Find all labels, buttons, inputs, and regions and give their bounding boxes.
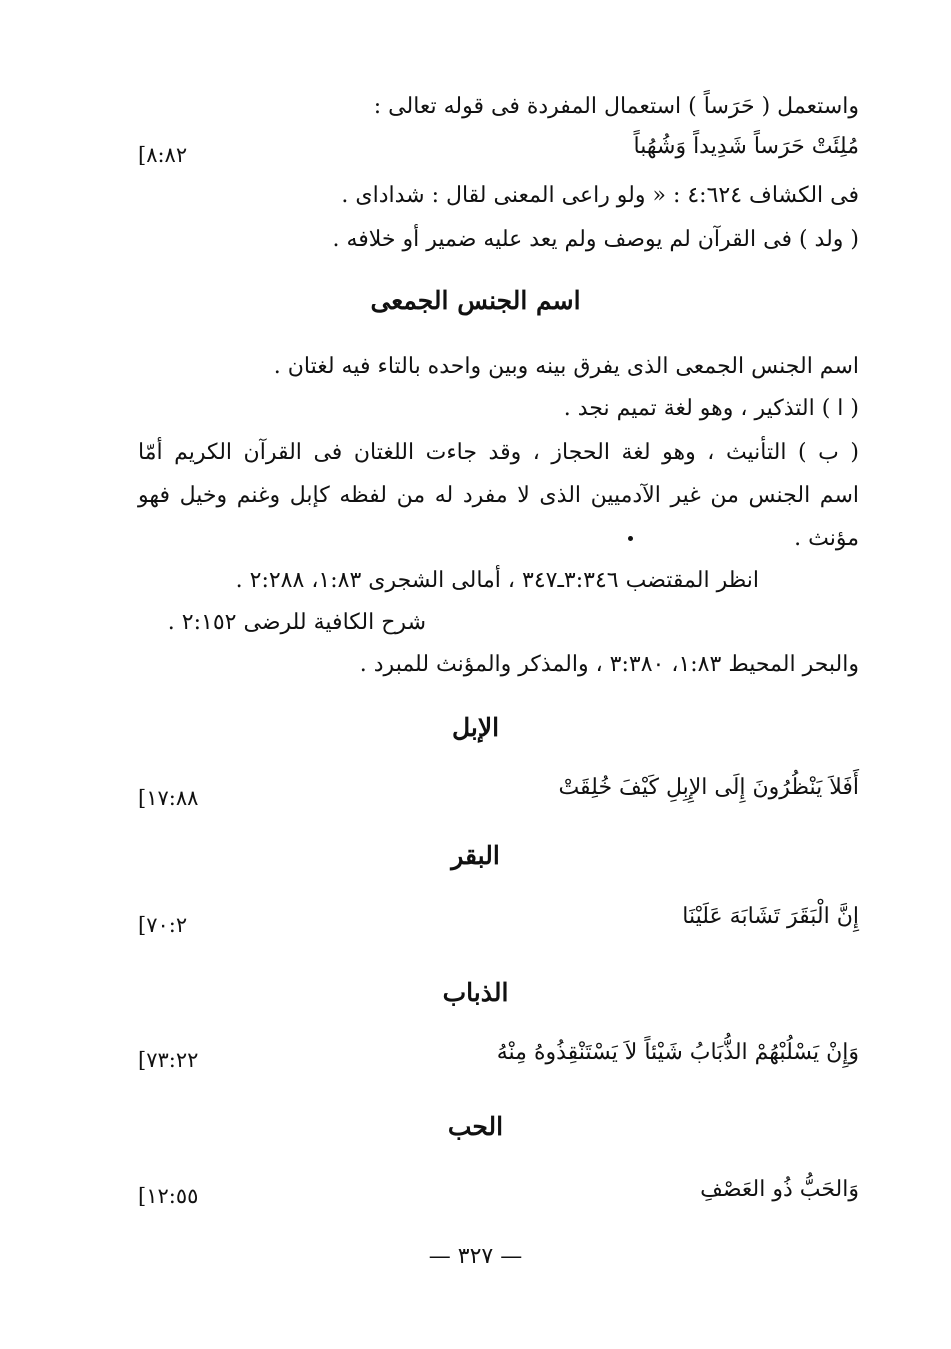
paragraph-line: مؤنث .	[794, 526, 859, 551]
entry-verse: وَالحَبُّ ذُو العَصْفِ	[700, 1177, 859, 1202]
entry-reference: [٧٣:٢٢	[138, 1048, 199, 1072]
note-line: ( ولد ) فى القرآن لم يوصف ولم يعد عليه ضمير أو خلافه .	[332, 227, 859, 252]
entry-verse: أَفَلاَ يَنْظُرُونَ إِلَى الإِبِلِ كَيْفَ خُلِقَتْ	[558, 775, 859, 800]
entry-reference: [١٢:٥٥	[138, 1184, 199, 1208]
paragraph-line: اسم الجنس من غير الآدميين الذى لا مفرد له من لفظه كإبل وغنم وخيل فهو	[138, 483, 859, 508]
reference-line: انظر المقتضب ٣:٣٤٦ـ٣٤٧ ، أمالى الشجرى ١:٨٣، ٢:٢٨٨ .	[235, 568, 759, 593]
reference-line: شرح الكافية للرضى ٢:١٥٢ .	[167, 610, 426, 635]
verse-line: مُلِئَتْ حَرَساً شَدِيداً وَشُهُباً	[633, 134, 859, 159]
entry-verse: وَإِنْ يَسْلُبْهُمْ الذُّبَابُ شَيْئاً لاَ يَسْتَنْقِذُوهُ مِنْهُ	[496, 1040, 859, 1065]
section-heading: اسم الجنس الجمعى	[370, 286, 581, 315]
entry-reference: [٧٠:٢	[138, 913, 188, 937]
paragraph-line: ( ا ) التذكير ، وهو لغة تميم نجد .	[563, 396, 859, 421]
entry-verse: إِنَّ الْبَقَرَ تَشَابَهَ عَلَيْنَا	[682, 904, 859, 929]
entry-heading: الذباب	[442, 978, 509, 1007]
entry-heading: الإبل	[451, 713, 500, 742]
note-line: فى الكشاف ٤:٦٢٤ : « ولو راعى المعنى لقال : شدادای .	[341, 183, 859, 208]
intro-line: واستعمل ( حَرَساً ) استعمال المفردة فى قوله تعالى :	[373, 94, 859, 119]
verse-reference: [٨:٨٢	[138, 143, 188, 167]
paragraph-line: ( ب ) التأنيث ، وهو لغة الحجاز ، وقد جاءت اللغتان فى القرآن الكريم أمّا	[138, 440, 859, 465]
paragraph-line: اسم الجنس الجمعى الذى يفرق بينه وبين واحده بالتاء فيه لغتان .	[273, 354, 859, 379]
ink-dot	[628, 536, 633, 541]
page-number: — ٣٢٧ —	[428, 1244, 523, 1269]
entry-heading: الحب	[447, 1112, 504, 1141]
entry-heading: البقر	[451, 841, 500, 870]
reference-line: والبحر المحيط ١:٨٣، ٣:٣٨٠ ، والمذكر والمؤنث للمبرد .	[359, 652, 859, 677]
entry-reference: [١٧:٨٨	[138, 786, 199, 810]
